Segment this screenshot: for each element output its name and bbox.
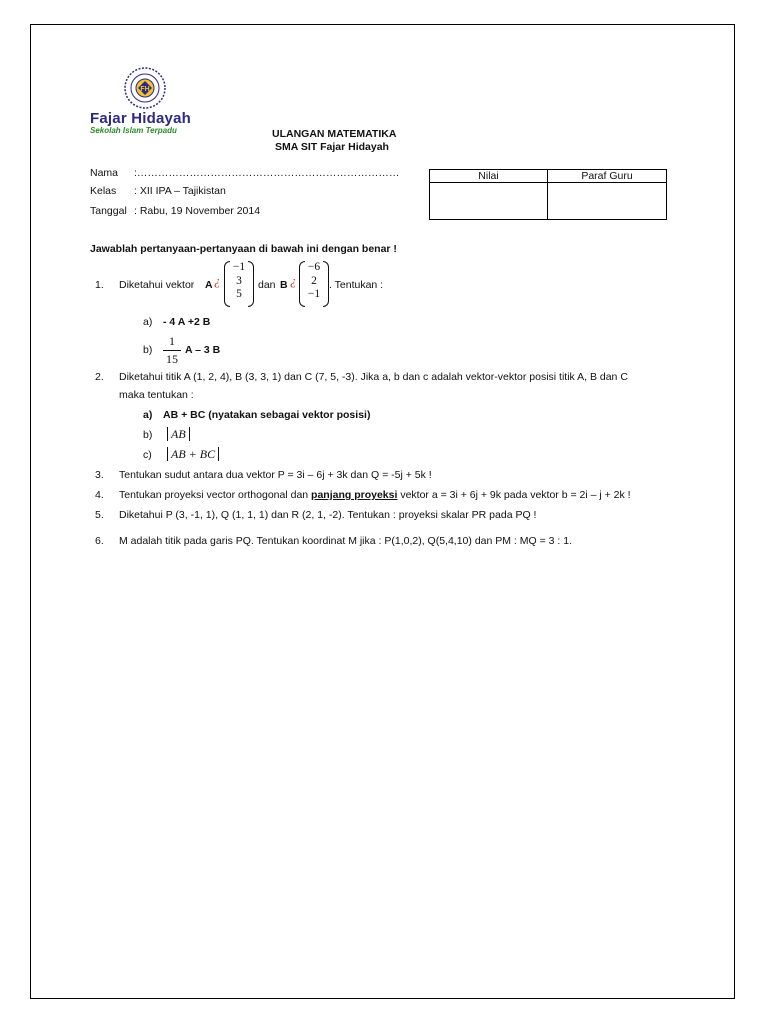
svg-text:FH: FH bbox=[140, 86, 150, 93]
q1a-label: a) bbox=[143, 316, 153, 328]
q1-vector-a-label: A bbox=[205, 279, 213, 291]
instruction: Jawablah pertanyaan-pertanyaan di bawah ini dengan benar ! bbox=[90, 243, 397, 255]
exam-subtitle: SMA SIT Fajar Hidayah bbox=[275, 141, 389, 153]
q1b-fraction bbox=[163, 334, 181, 367]
kelas-value: : XII IPA – Tajikistan bbox=[134, 185, 226, 197]
q1-vector-a bbox=[224, 261, 254, 305]
q4-text-pre: Tentukan proyeksi vector orthogonal dan bbox=[119, 489, 312, 501]
exam-title: ULANGAN MATEMATIKA bbox=[272, 128, 397, 140]
logo-school-name: Fajar Hidayah bbox=[90, 110, 191, 127]
tanggal-value: : Rabu, 19 November 2014 bbox=[134, 205, 261, 217]
fraction-denominator: 15 bbox=[166, 352, 178, 366]
q6-number: 6. bbox=[95, 535, 104, 547]
grade-table bbox=[429, 169, 667, 220]
tanggal-label: Tanggal bbox=[90, 205, 127, 217]
q2-text-cont: maka tentukan : bbox=[119, 389, 194, 401]
q3-number: 3. bbox=[95, 469, 104, 481]
q1-vector-b-label: B bbox=[280, 279, 288, 291]
logo-emblem-icon bbox=[110, 66, 180, 112]
q2a-label: a) bbox=[143, 409, 153, 421]
nama-field: :………………………………………………………………… bbox=[134, 167, 400, 179]
nilai-cell bbox=[430, 183, 548, 220]
q1-number: 1. bbox=[95, 279, 104, 291]
q1-tentukan: . Tentukan : bbox=[329, 279, 384, 291]
q6-text: M adalah titik pada garis PQ. Tentukan koordinat M jika : P(1,0,2), Q(5,4,10) dan PM : MQ = 3 : 1. bbox=[119, 535, 572, 547]
q2b-magnitude: AB bbox=[167, 427, 190, 441]
q1a-text: - 4 A +2 B bbox=[163, 316, 211, 328]
q4-text bbox=[119, 489, 631, 501]
vector-b-component: −6 bbox=[307, 261, 321, 273]
q3-text: Tentukan sudut antara dua vektor P = 3i – 6j + 3k dan Q = -5j + 5k ! bbox=[119, 469, 432, 481]
q1-text: Diketahui vektor bbox=[119, 279, 195, 291]
vector-b-component: 2 bbox=[311, 274, 317, 287]
nilai-header: Nilai bbox=[430, 170, 548, 183]
q2-number: 2. bbox=[95, 371, 104, 383]
q2c-label: c) bbox=[143, 449, 152, 461]
vector-a-component: 3 bbox=[236, 274, 242, 287]
q1b-label: b) bbox=[143, 344, 153, 356]
vector-a-component: 5 bbox=[236, 288, 242, 300]
kelas-label: Kelas bbox=[90, 185, 117, 197]
q2c-magnitude: AB + BC bbox=[167, 447, 219, 461]
q4-text-post: vektor a = 3i + 6j + 9k pada vektor b = 2i – j + 2k ! bbox=[397, 489, 631, 501]
paraf-guru-header: Paraf Guru bbox=[548, 170, 667, 183]
q1-vector-b bbox=[299, 261, 329, 305]
q5-number: 5. bbox=[95, 509, 104, 521]
q4-underlined: panjang proyeksi bbox=[311, 489, 398, 501]
q4-number: 4. bbox=[95, 489, 104, 501]
q2b-label: b) bbox=[143, 429, 153, 441]
paraf-guru-cell bbox=[548, 183, 667, 220]
logo-tagline: Sekolah Islam Terpadu bbox=[90, 126, 177, 135]
vector-b-component: −1 bbox=[307, 288, 321, 300]
vector-a-component: −1 bbox=[232, 261, 246, 273]
q1-vector-b-glyph: ¿ bbox=[290, 273, 297, 288]
school-logo bbox=[90, 66, 202, 142]
nama-label: Nama bbox=[90, 167, 119, 179]
q1-vector-a-glyph: ¿ bbox=[214, 273, 221, 288]
q2a-text: AB + BC (nyatakan sebagai vektor posisi) bbox=[163, 409, 371, 421]
q2-text: Diketahui titik A (1, 2, 4), B (3, 3, 1) dan C (7, 5, -3). Jika a, b dan c adalah vektor-vektor posisi titik A, B dan C bbox=[119, 371, 628, 383]
q5-text: Diketahui P (3, -1, 1), Q (1, 1, 1) dan R (2, 1, -2). Tentukan : proyeksi skalar PR pada PQ ! bbox=[119, 509, 537, 521]
fraction-numerator: 1 bbox=[169, 334, 175, 348]
q1b-text: A – 3 B bbox=[185, 344, 221, 356]
q1-dan: dan bbox=[258, 279, 276, 291]
